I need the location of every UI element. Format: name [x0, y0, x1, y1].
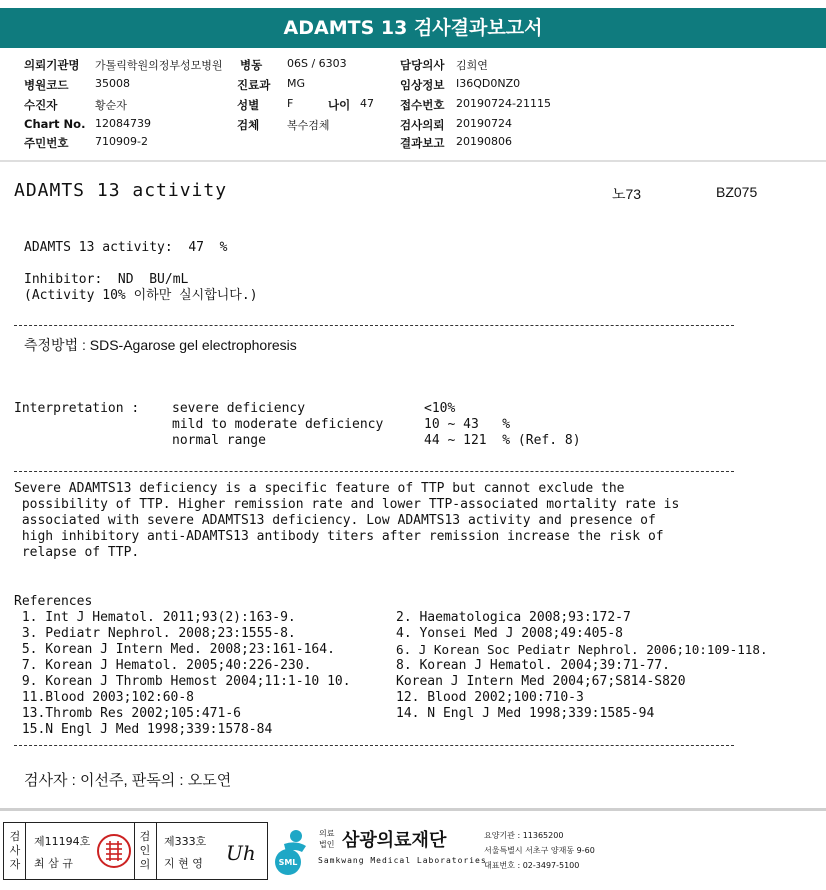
- patient-value: 황순자: [95, 99, 127, 112]
- interp-desc-normal: normal range: [172, 433, 266, 448]
- resident-no-label: 주민번호: [24, 136, 69, 150]
- hospital-code-value: 35008: [95, 77, 130, 90]
- comment-line: relapse of TTP.: [14, 545, 140, 560]
- ward-value: 06S / 6303: [287, 57, 347, 70]
- reference-item: 13.Thromb Res 2002;105:471-6: [14, 706, 241, 721]
- org-prefix-bottom: 법인: [319, 840, 335, 849]
- reviewer-signature: Uh: [226, 841, 256, 865]
- interp-value-severe: <10%: [424, 401, 456, 416]
- section-divider: [14, 745, 734, 746]
- examiner-vertical-label: 검사자: [9, 830, 21, 871]
- receipt-no-value: 20190724-21115: [456, 97, 551, 110]
- reference-item: 2. Haematologica 2008;93:172-7: [396, 610, 631, 625]
- reference-item: 5. Korean J Intern Med. 2008;23:161-164.: [14, 642, 335, 657]
- reference-item: 11.Blood 2003;102:60-8: [14, 690, 195, 705]
- request-date-label: 검사의뢰: [400, 118, 445, 132]
- report-banner: [0, 8, 826, 48]
- report-code-ward: 노73: [612, 186, 642, 202]
- chart-no-label: Chart No.: [24, 117, 86, 131]
- cell-divider: [156, 823, 157, 879]
- interp-desc-severe: severe deficiency: [172, 401, 306, 416]
- reference-item: 9. Korean J Thromb Hemost 2004;11:1-10 10.: [14, 674, 351, 689]
- institution-code: 요양기관 : 11365200: [484, 831, 564, 840]
- reference-item: 15.N Engl J Med 1998;339:1578-84: [14, 722, 273, 737]
- reference-item: 3. Pediatr Nephrol. 2008;23:1555-8.: [14, 626, 296, 641]
- signature-box: [3, 822, 268, 880]
- footer-divider: [0, 808, 826, 811]
- chart-no-value: 12084739: [95, 117, 151, 130]
- doctor-value: 김희연: [456, 59, 488, 72]
- interp-desc-mild: mild to moderate deficiency: [172, 417, 384, 432]
- comment-line: high inhibitory anti-ADAMTS13 antibody titers after remission increase the risk of: [14, 529, 664, 544]
- sex-value: F: [287, 97, 294, 110]
- report-title: ADAMTS 13 activity: [14, 180, 228, 201]
- request-date-value: 20190724: [456, 117, 512, 130]
- examiner-vertical-cell: [4, 823, 26, 879]
- clinical-info-label: 임상정보: [400, 78, 445, 92]
- reference-item: 8. Korean J Hematol. 2004;39:71-77.: [396, 658, 670, 673]
- organization-phone: 대표번호 : 02-3497-5100: [484, 861, 580, 870]
- hospital-code-label: 병원코드: [24, 78, 69, 92]
- resident-no-value: 710909-2: [95, 135, 148, 148]
- references-heading: References: [14, 594, 93, 609]
- reference-item: 6. J Korean Soc Pediatr Nephrol. 2006;10:109-118.: [396, 642, 768, 657]
- reference-item: 7. Korean J Hematol. 2005;40:226-230.: [14, 658, 312, 673]
- report-date-value: 20190806: [456, 135, 512, 148]
- cell-divider: [134, 823, 135, 879]
- specimen-value: 복수검체: [287, 119, 330, 132]
- reference-item: 12. Blood 2002;100:710-3: [396, 690, 584, 705]
- section-divider: [14, 325, 734, 326]
- reviewer-vertical-label: 검인의: [139, 830, 151, 871]
- examiner-seal-stamp: [96, 833, 132, 869]
- patient-label: 수진자: [24, 98, 58, 112]
- examiner-license: 제11194호: [34, 835, 91, 848]
- interp-value-normal: 44 ~ 121 % (Ref. 8): [424, 433, 581, 448]
- inhibitor-result: Inhibitor: ND BU/mL: [24, 272, 189, 287]
- receipt-no-label: 접수번호: [400, 98, 445, 112]
- interpretation-label: Interpretation :: [14, 401, 140, 416]
- department-label: 진료과: [237, 78, 271, 92]
- sml-logo-text: SML: [278, 858, 298, 867]
- ward-label: 병동: [240, 58, 263, 72]
- department-value: MG: [287, 77, 306, 90]
- comment-line: associated with severe ADAMTS13 deficiency. Low ADAMTS13 activity and presence of: [14, 513, 656, 528]
- examiner-name: 최 삼 규: [34, 857, 73, 870]
- patient-info-header: [0, 53, 826, 153]
- age-label: 나이: [328, 98, 351, 112]
- reviewer-name: 지 현 영: [164, 857, 203, 870]
- sex-label: 성별: [237, 98, 260, 112]
- org-prefix-top: 의료: [319, 829, 335, 838]
- reference-item: Korean J Intern Med 2004;67;S814-S820: [396, 674, 686, 689]
- organization-address: 서울특별시 서초구 양재동 9-60: [484, 846, 595, 855]
- age-value: 47: [360, 97, 374, 110]
- report-banner-title: ADAMTS 13 검사결과보고서: [283, 17, 543, 39]
- doctor-label: 담당의사: [400, 58, 445, 72]
- comment-line: Severe ADAMTS13 deficiency is a specific feature of TTP but cannot exclude the: [14, 481, 625, 496]
- method-line: 측정방법 : SDS-Agarose gel electrophoresis: [24, 337, 297, 353]
- reference-item: 1. Int J Hematol. 2011;93(2):163-9.: [14, 610, 296, 625]
- header-divider: [0, 160, 826, 162]
- organization-name: 삼광의료재단: [342, 830, 447, 851]
- activity-result: ADAMTS 13 activity: 47 %: [24, 240, 228, 255]
- report-code-batch: BZ075: [716, 184, 758, 200]
- section-divider: [14, 471, 734, 472]
- organization-english-name: Samkwang Medical Laboratories: [318, 856, 487, 865]
- requesting-institution-label: 의뢰기관명: [24, 58, 80, 72]
- sml-logo-icon: [272, 826, 316, 876]
- requesting-institution-value: 가톨릭학원의정부성모병원: [95, 59, 223, 72]
- examiner-line: 검사자 : 이선주, 판독의 : 오도연: [24, 772, 232, 789]
- interp-value-mild: 10 ~ 43 %: [424, 417, 511, 432]
- reference-item: 4. Yonsei Med J 2008;49:405-8: [396, 626, 623, 641]
- specimen-label: 검체: [237, 118, 260, 132]
- reference-item: 14. N Engl J Med 1998;339:1585-94: [396, 706, 655, 721]
- comment-line: possibility of TTP. Higher remission rate and lower TTP-associated mortality rate is: [14, 497, 680, 512]
- reviewer-license: 제333호: [164, 835, 207, 848]
- inhibitor-note: (Activity 10% 이하만 실시합니다.): [24, 288, 258, 303]
- report-date-label: 결과보고: [400, 136, 445, 150]
- clinical-info-value: I36QD0NZ0: [456, 77, 521, 90]
